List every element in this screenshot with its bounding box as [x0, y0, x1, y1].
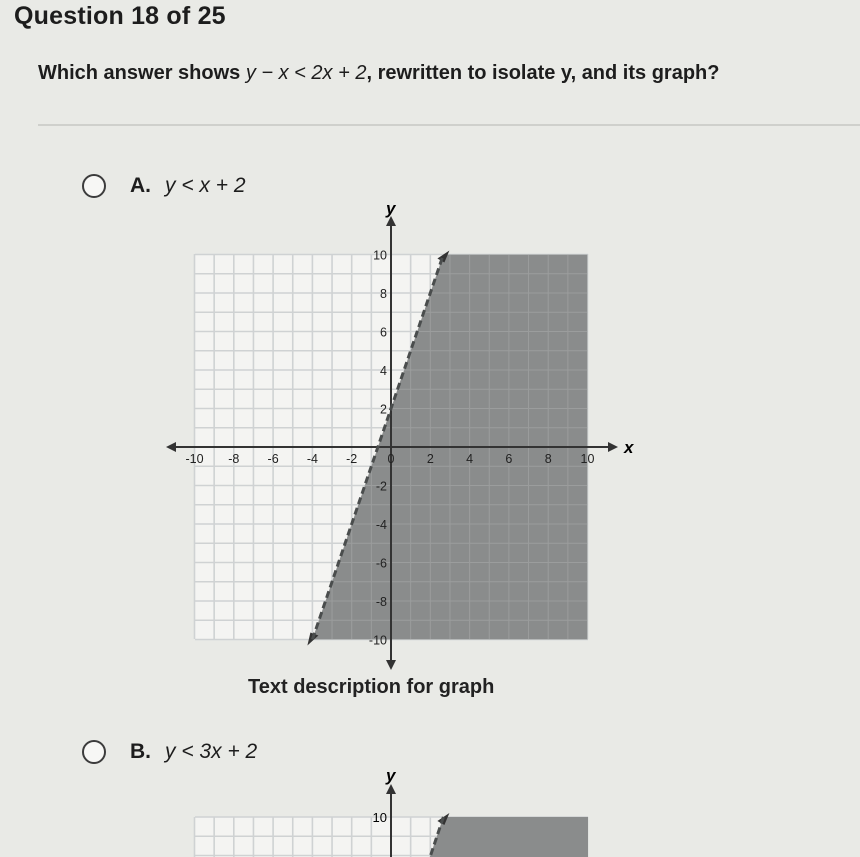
prompt-math: y − x < 2x + 2	[245, 62, 367, 84]
option-b-expression: y < 3x + 2	[165, 740, 258, 763]
y-tick-label: 2	[380, 402, 387, 417]
question-title: Question 18 of 25	[14, 2, 226, 30]
graph-text-description-link[interactable]: Text description for graph	[248, 676, 495, 698]
shaded-region	[430, 817, 588, 857]
radio-option-b[interactable]	[82, 740, 106, 764]
x-tick-label: -8	[228, 452, 240, 466]
y-tick-label: 8	[380, 287, 387, 301]
x-tick-label: -10	[185, 452, 204, 466]
option-a-graph	[160, 199, 634, 670]
x-tick-label: 8	[544, 452, 552, 466]
y-tick-label: 10	[372, 810, 387, 825]
prompt-tail: , rewritten to isolate y, and its graph?	[366, 62, 720, 84]
x-tick-label: -6	[267, 452, 279, 466]
y-tick-label: -6	[375, 556, 387, 571]
y-tick-label: 10	[373, 248, 387, 263]
x-tick-label: 2	[426, 452, 434, 466]
x-tick-label: 0	[387, 452, 395, 466]
y-tick-label: -4	[375, 518, 387, 532]
y-axis-label: y	[386, 766, 396, 785]
y-tick-label: -10	[368, 633, 387, 648]
x-tick-label: -2	[346, 452, 358, 466]
y-tick-label: -8	[375, 595, 387, 609]
option-a-expression: y < x + 2	[165, 174, 246, 197]
prompt-lead: Which answer shows	[38, 62, 246, 84]
y-axis-label: y	[386, 199, 396, 218]
y-tick-label: -2	[375, 479, 387, 494]
x-axis-label: x	[624, 438, 634, 457]
option-b-letter: B.	[130, 740, 151, 763]
divider	[38, 124, 860, 126]
radio-option-a[interactable]	[82, 174, 106, 198]
question-prompt	[38, 62, 719, 85]
option-a-letter: A.	[130, 174, 151, 197]
x-tick-label: 10	[580, 452, 595, 466]
y-tick-label: 6	[380, 325, 387, 340]
y-tick-label: 4	[380, 364, 387, 378]
x-tick-label: 4	[466, 452, 474, 466]
x-tick-label: -4	[306, 452, 318, 466]
option-a[interactable]	[82, 174, 246, 198]
x-tick-label: 6	[505, 452, 513, 466]
option-b-graph	[160, 760, 620, 857]
